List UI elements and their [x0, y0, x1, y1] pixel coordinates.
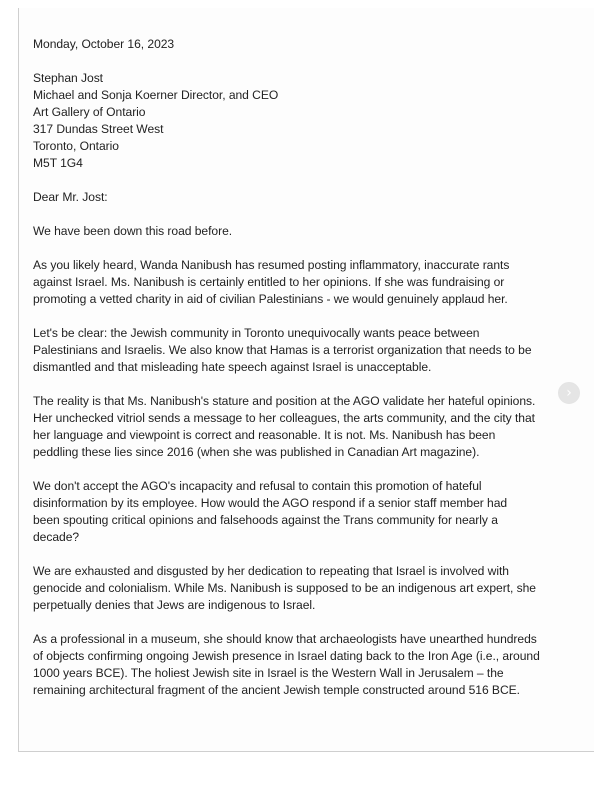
letter-date: Monday, October 16, 2023 [33, 37, 175, 51]
paragraph-line: We don't accept the AGO's incapacity and refusal to contain this promotion of hateful [33, 479, 482, 493]
paragraph-line: promoting a vetted charity in aid of civilian Palestinians - we would genuinely applaud her. [33, 292, 508, 306]
paragraph-line: Her unchecked vitriol sends a message to her colleagues, the arts community, and the city that [33, 411, 535, 425]
paragraph-line: perpetually denies that Jews are indigenous to Israel. [33, 598, 316, 612]
paragraph-line: As a professional in a museum, she should know that archaeologists have unearthed hundreds [33, 632, 537, 646]
paragraph-line: against Israel. Ms. Nanibush is certainly entitled to her opinions. If she was fundraising or [33, 275, 505, 289]
address-line: Michael and Sonja Koerner Director, and CEO [33, 88, 279, 102]
paragraph [33, 563, 595, 614]
letter-page [18, 8, 594, 752]
paragraph-line: peddling these lies since 2016 (when she was published in Canadian Art magazine). [33, 445, 480, 459]
paragraph [33, 223, 595, 240]
paragraph-line: We have been down this road before. [33, 224, 233, 238]
salutation: Dear Mr. Jost: [33, 190, 108, 204]
address-line: Art Gallery of Ontario [33, 105, 146, 119]
recipient-address [33, 70, 595, 172]
chevron-right-icon: › [566, 385, 572, 401]
paragraph-line: Let's be clear: the Jewish community in Toronto unequivocally wants peace between [33, 326, 480, 340]
paragraph-line: decade? [33, 530, 80, 544]
paragraph-line: As you likely heard, Wanda Nanibush has resumed posting inflammatory, inaccurate rants [33, 258, 510, 272]
letter-body [33, 36, 595, 716]
address-line: M5T 1G4 [33, 156, 83, 170]
paragraph-line: 1000 years BCE). The holiest Jewish site in Israel is the Western Wall in Jerusalem – the [33, 666, 504, 680]
carousel-next-button[interactable] [558, 382, 580, 404]
paragraph-line: disinformation by its employee. How would the AGO respond if a senior staff member had [33, 496, 508, 510]
paragraph-line: genocide and colonialism. While Ms. Nanibush is supposed to be an indigenous art expert, she [33, 581, 536, 595]
paragraph-line: dismantled and that misleading hate speech against Israel is unacceptable. [33, 360, 432, 374]
paragraph-line: We are exhausted and disgusted by her dedication to repeating that Israel is involved with [33, 564, 509, 578]
paragraph [33, 393, 595, 461]
address-line: Stephan Jost [33, 71, 103, 85]
paragraph [33, 631, 595, 699]
address-line: 317 Dundas Street West [33, 122, 164, 136]
paragraph-line: remaining architectural fragment of the ancient Jewish temple constructed around 516 BCE. [33, 683, 520, 697]
paragraph-line: her language and viewpoint is correct and reasonable. It is not. Ms. Nanibush has been [33, 428, 496, 442]
paragraph [33, 478, 595, 546]
paragraph-line: of objects confirming ongoing Jewish presence in Israel dating back to the Iron Age (i.e., around [33, 649, 540, 663]
paragraph [33, 257, 595, 308]
address-line: Toronto, Ontario [33, 139, 119, 153]
paragraph-line: Palestinians and Israelis. We also know that Hamas is a terrorist organization that needs to be [33, 343, 532, 357]
paragraph [33, 325, 595, 376]
paragraph-line: The reality is that Ms. Nanibush's stature and position at the AGO validate her hateful opinions. [33, 394, 536, 408]
paragraph-line: been spouting critical opinions and falsehoods against the Trans community for nearly a [33, 513, 498, 527]
